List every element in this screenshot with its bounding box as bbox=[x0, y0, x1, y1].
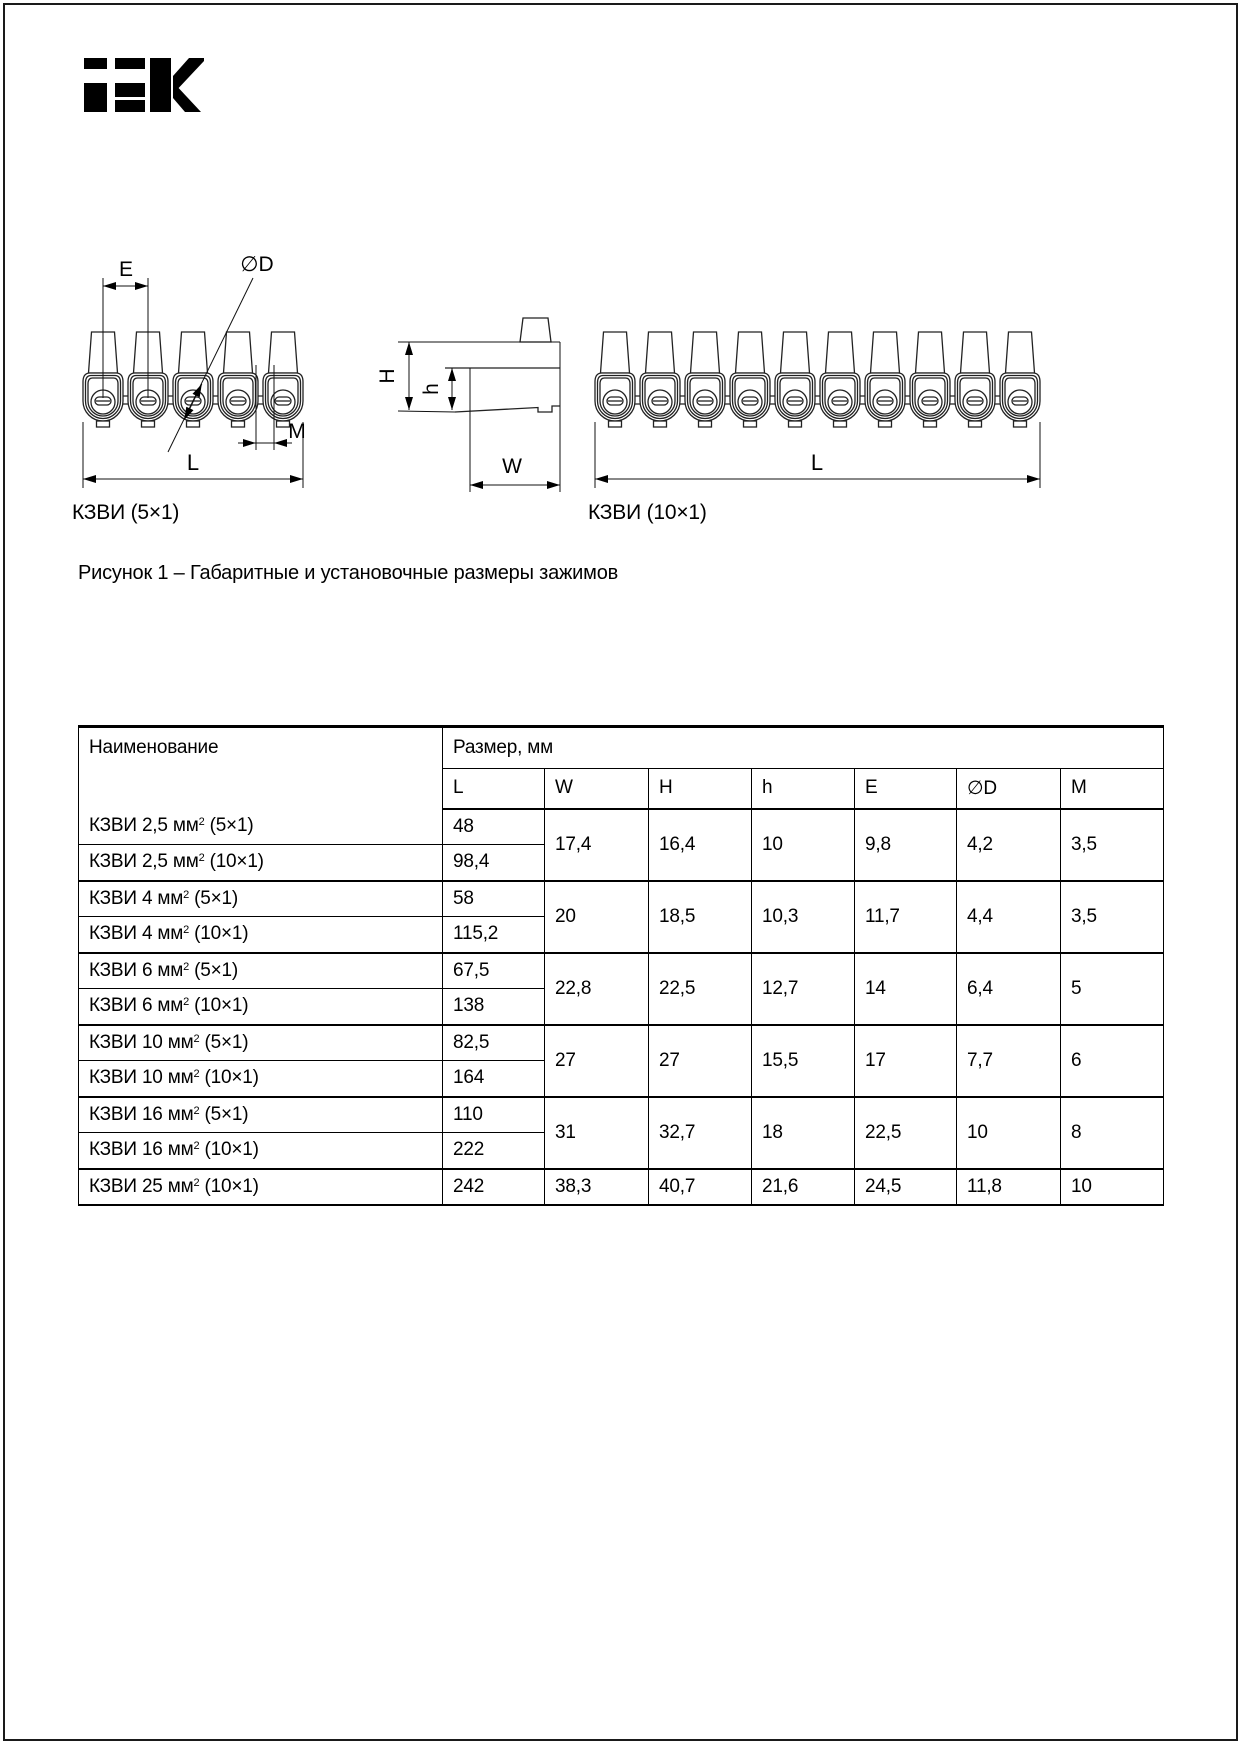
cell-E: 11,7 bbox=[855, 881, 957, 953]
cell-L: 222 bbox=[443, 1133, 545, 1169]
side-view-drawing bbox=[376, 318, 560, 492]
cell-W: 20 bbox=[545, 881, 649, 953]
cell-D: 10 bbox=[957, 1097, 1061, 1169]
product-name: КЗВИ 6 мм bbox=[89, 959, 184, 981]
logo-k-stem bbox=[150, 58, 171, 112]
cell-E: 22,5 bbox=[855, 1097, 957, 1169]
cell-name bbox=[79, 989, 443, 1025]
cell-H: 27 bbox=[649, 1025, 752, 1097]
cell-L: 82,5 bbox=[443, 1025, 545, 1061]
product-variant: (10×1) bbox=[189, 995, 249, 1017]
cell-M: 6 bbox=[1061, 1025, 1164, 1097]
product-name: КЗВИ 16 мм bbox=[89, 1103, 194, 1125]
figure-caption: Рисунок 1 – Габаритные и установочные размеры зажимов bbox=[78, 562, 619, 584]
cell-M: 10 bbox=[1061, 1169, 1164, 1205]
logo-e-top bbox=[115, 58, 145, 69]
cell-h: 10 bbox=[752, 809, 855, 881]
dim-label-L5: L bbox=[186, 450, 200, 475]
table-row bbox=[79, 1025, 1164, 1061]
cell-name bbox=[79, 917, 443, 953]
product-variant: (5×1) bbox=[204, 815, 254, 837]
cell-W: 31 bbox=[545, 1097, 649, 1169]
cell-name bbox=[79, 881, 443, 917]
caption-5x1: КЗВИ (5×1) bbox=[72, 501, 180, 524]
cell-name bbox=[79, 1133, 443, 1169]
cell-W: 17,4 bbox=[545, 809, 649, 881]
dim-label-D: ∅D bbox=[240, 253, 274, 276]
product-name: КЗВИ 16 мм bbox=[89, 1139, 194, 1161]
cell-H: 18,5 bbox=[649, 881, 752, 953]
dimensions-table bbox=[78, 725, 1164, 1206]
col-header-H: H bbox=[649, 769, 752, 809]
cell-W: 38,3 bbox=[545, 1169, 649, 1205]
logo-glyphs bbox=[84, 58, 204, 112]
cell-L: 98,4 bbox=[443, 845, 545, 881]
cell-E: 17 bbox=[855, 1025, 957, 1097]
cell-name bbox=[79, 953, 443, 989]
product-name: КЗВИ 10 мм bbox=[89, 1067, 194, 1089]
cell-name bbox=[79, 1061, 443, 1097]
col-header-M: M bbox=[1061, 769, 1164, 809]
dimension-lines-side bbox=[398, 342, 560, 492]
cell-name bbox=[79, 809, 443, 845]
cell-D: 7,7 bbox=[957, 1025, 1061, 1097]
cell-L: 110 bbox=[443, 1097, 545, 1133]
product-variant: (5×1) bbox=[199, 1103, 249, 1125]
cell-h: 10,3 bbox=[752, 881, 855, 953]
logo-k-lower-arm bbox=[173, 82, 201, 112]
caption-10x1: КЗВИ (10×1) bbox=[588, 501, 707, 524]
product-variant: (10×1) bbox=[204, 851, 264, 873]
product-name: КЗВИ 10 мм bbox=[89, 1031, 194, 1053]
cell-E: 9,8 bbox=[855, 809, 957, 881]
cell-H: 22,5 bbox=[649, 953, 752, 1025]
cell-W: 27 bbox=[545, 1025, 649, 1097]
cell-D: 4,4 bbox=[957, 881, 1061, 953]
sup-2: 2 bbox=[198, 852, 205, 865]
cell-L: 164 bbox=[443, 1061, 545, 1097]
front-view-5x1-drawing bbox=[83, 253, 306, 488]
table-row bbox=[79, 1169, 1164, 1205]
product-variant: (10×1) bbox=[199, 1175, 259, 1197]
col-header-h: h bbox=[752, 769, 855, 809]
cell-L: 115,2 bbox=[443, 917, 545, 953]
cell-name bbox=[79, 845, 443, 881]
cell-name bbox=[79, 1097, 443, 1133]
cell-E: 14 bbox=[855, 953, 957, 1025]
cell-L: 48 bbox=[443, 809, 545, 845]
table-row bbox=[79, 953, 1164, 989]
dim-label-M: M bbox=[288, 420, 306, 443]
iek-logo bbox=[84, 56, 204, 114]
sup-2: 2 bbox=[183, 960, 190, 973]
cell-M: 5 bbox=[1061, 953, 1164, 1025]
product-name: КЗВИ 2,5 мм bbox=[89, 851, 199, 873]
cell-h: 18 bbox=[752, 1097, 855, 1169]
cell-L: 242 bbox=[443, 1169, 545, 1205]
cell-L: 138 bbox=[443, 989, 545, 1025]
product-variant: (5×1) bbox=[189, 887, 238, 909]
logo-i-dot bbox=[84, 58, 107, 69]
product-name: КЗВИ 4 мм bbox=[89, 887, 184, 909]
sup-2: 2 bbox=[193, 1140, 200, 1153]
sup-2: 2 bbox=[198, 816, 205, 829]
table-header-row-1 bbox=[79, 727, 1164, 769]
dim-label-h: h bbox=[420, 383, 443, 395]
cell-M: 3,5 bbox=[1061, 809, 1164, 881]
product-variant: (5×1) bbox=[199, 1031, 249, 1053]
cell-name bbox=[79, 1025, 443, 1061]
sup-2: 2 bbox=[193, 1176, 200, 1189]
cell-E: 24,5 bbox=[855, 1169, 957, 1205]
table-row bbox=[79, 809, 1164, 845]
cell-h: 12,7 bbox=[752, 953, 855, 1025]
col-header-D: ∅D bbox=[957, 769, 1061, 809]
cell-L: 58 bbox=[443, 881, 545, 917]
front-view-10x1-drawing bbox=[595, 332, 1040, 488]
product-variant: (5×1) bbox=[189, 959, 238, 981]
logo-e-bottom bbox=[115, 100, 145, 112]
cell-W: 22,8 bbox=[545, 953, 649, 1025]
dim-label-H: H bbox=[376, 368, 399, 384]
cell-M: 3,5 bbox=[1061, 881, 1164, 953]
col-header-name: Наименование bbox=[79, 727, 443, 809]
logo-e-mid bbox=[115, 83, 145, 97]
dim-label-L10: L bbox=[810, 450, 824, 475]
dim-label-E: E bbox=[118, 258, 134, 281]
cell-M: 8 bbox=[1061, 1097, 1164, 1169]
logo-i-bar bbox=[84, 83, 107, 112]
col-header-W: W bbox=[545, 769, 649, 809]
product-name: КЗВИ 2,5 мм bbox=[89, 815, 199, 837]
col-header-E: E bbox=[855, 769, 957, 809]
cell-name bbox=[79, 1169, 443, 1205]
cell-h: 21,6 bbox=[752, 1169, 855, 1205]
table-row bbox=[79, 1097, 1164, 1133]
cell-D: 11,8 bbox=[957, 1169, 1061, 1205]
cell-D: 4,2 bbox=[957, 809, 1061, 881]
cell-H: 40,7 bbox=[649, 1169, 752, 1205]
sup-2: 2 bbox=[193, 1068, 200, 1081]
product-variant: (10×1) bbox=[189, 923, 249, 945]
cell-H: 32,7 bbox=[649, 1097, 752, 1169]
sup-2: 2 bbox=[193, 1032, 200, 1045]
product-name: КЗВИ 25 мм bbox=[89, 1175, 194, 1197]
col-header-size: Размер, мм bbox=[443, 727, 1164, 769]
cell-D: 6,4 bbox=[957, 953, 1061, 1025]
product-name: КЗВИ 6 мм bbox=[89, 995, 184, 1017]
col-header-L: L bbox=[443, 769, 545, 809]
sup-2: 2 bbox=[183, 996, 190, 1009]
dim-label-W: W bbox=[502, 455, 522, 478]
product-variant: (10×1) bbox=[199, 1139, 259, 1161]
cell-H: 16,4 bbox=[649, 809, 752, 881]
cell-L: 67,5 bbox=[443, 953, 545, 989]
sup-2: 2 bbox=[183, 888, 190, 901]
technical-drawings bbox=[60, 240, 1120, 495]
product-name: КЗВИ 4 мм bbox=[89, 923, 184, 945]
table-row bbox=[79, 881, 1164, 917]
cell-h: 15,5 bbox=[752, 1025, 855, 1097]
sup-2: 2 bbox=[183, 924, 190, 937]
sup-2: 2 bbox=[193, 1104, 200, 1117]
product-variant: (10×1) bbox=[199, 1067, 259, 1089]
